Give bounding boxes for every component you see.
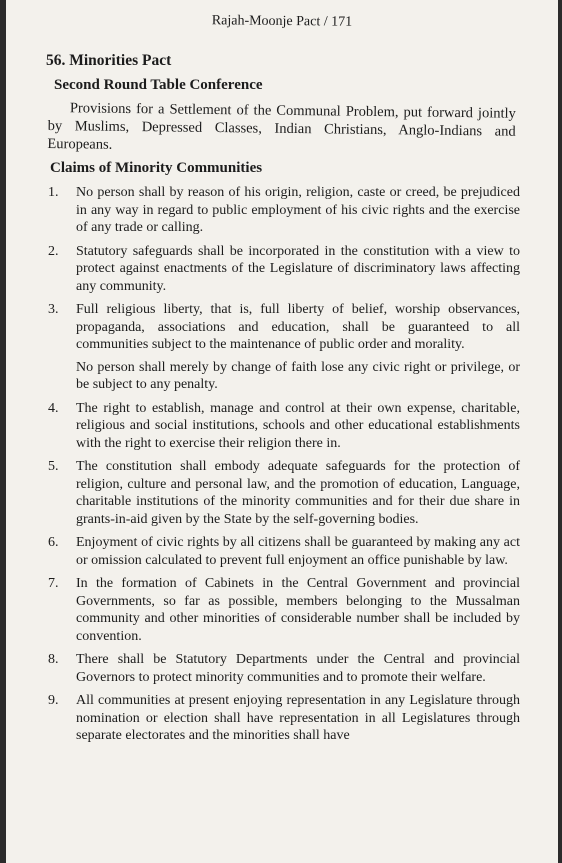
list-item bbox=[48, 184, 520, 237]
item-number: 8. bbox=[48, 652, 59, 667]
item-number: 4. bbox=[48, 400, 59, 416]
claims-heading: Claims of Minority Communities bbox=[50, 160, 263, 176]
item-number: 5. bbox=[48, 459, 59, 474]
item-text: Statutory safeguards shall be incorporated in the constitution with a view to protect against enactments of the Legislature of discriminatory laws affecting any community. bbox=[76, 243, 520, 294]
claims-list bbox=[48, 184, 520, 751]
list-item bbox=[48, 458, 520, 528]
list-item bbox=[48, 575, 520, 645]
item-number: 3. bbox=[48, 302, 59, 317]
intro-paragraph: Provisions for a Settlement of the Communal Problem, put forward jointly by Muslims, Depressed Classes, Indian Christians, Anglo-Indians and Europeans. bbox=[47, 100, 516, 153]
list-item bbox=[48, 301, 520, 394]
item-text: No person shall by reason of his origin, religion, caste or creed, be prejudiced in any way in regard to public employment of his civic rights and the exercise of any trade or calling. bbox=[76, 185, 520, 235]
list-item bbox=[48, 534, 520, 569]
book-page bbox=[6, 0, 558, 863]
item-text: There shall be Statutory Departments under the Central and provincial Governors to protect minority communities and to promote their welfare. bbox=[76, 652, 520, 685]
item-text: Enjoyment of civic rights by all citizens shall be guaranteed by making any act or omission calculated to prevent full enjoyment an office punishable by law. bbox=[76, 535, 520, 568]
item-text-continued: No person shall merely by change of faith lose any civic right or privilege, or be subject to any penalty. bbox=[76, 359, 520, 392]
item-text: The right to establish, manage and control at their own expense, charitable, religious and social institutions, schools and other educational establishments with the right to exercise their religion there in. bbox=[76, 400, 520, 451]
item-number: 6. bbox=[48, 535, 59, 550]
section-subtitle: Second Round Table Conference bbox=[54, 77, 263, 93]
item-number: 2. bbox=[48, 243, 59, 259]
item-number: 7. bbox=[48, 576, 59, 591]
section-title: 56. Minorities Pact bbox=[46, 52, 172, 69]
list-item bbox=[48, 651, 520, 686]
item-text: In the formation of Cabinets in the Central Government and provincial Governments, so far as possible, members belonging to the Mussalman community and other minorities of considerable number shall be included by convention. bbox=[76, 576, 520, 644]
item-text: Full religious liberty, that is, full liberty of belief, worship observances, propaganda, associations and education, shall be guaranteed to all communities subject to the maintenance of public order and morality. bbox=[76, 302, 520, 352]
item-text: The constitution shall embody adequate safeguards for the protection of religion, culture and personal law, and the promotion of education, Language, charitable institutions of the minority communities and for their due share in grants-in-aid given by the State by the self-governing bodies. bbox=[76, 459, 520, 527]
list-item bbox=[48, 692, 520, 745]
list-item bbox=[48, 243, 520, 296]
list-item bbox=[48, 400, 520, 453]
item-text: All communities at present enjoying representation in any Legislature through nomination or election shall have representation in all Legislatures through separate electorates and the minorities shall have bbox=[76, 693, 520, 743]
item-number: 9. bbox=[48, 693, 59, 708]
item-number: 1. bbox=[48, 185, 59, 200]
running-head: Rajah-Moonje Pact / 171 bbox=[211, 13, 353, 30]
